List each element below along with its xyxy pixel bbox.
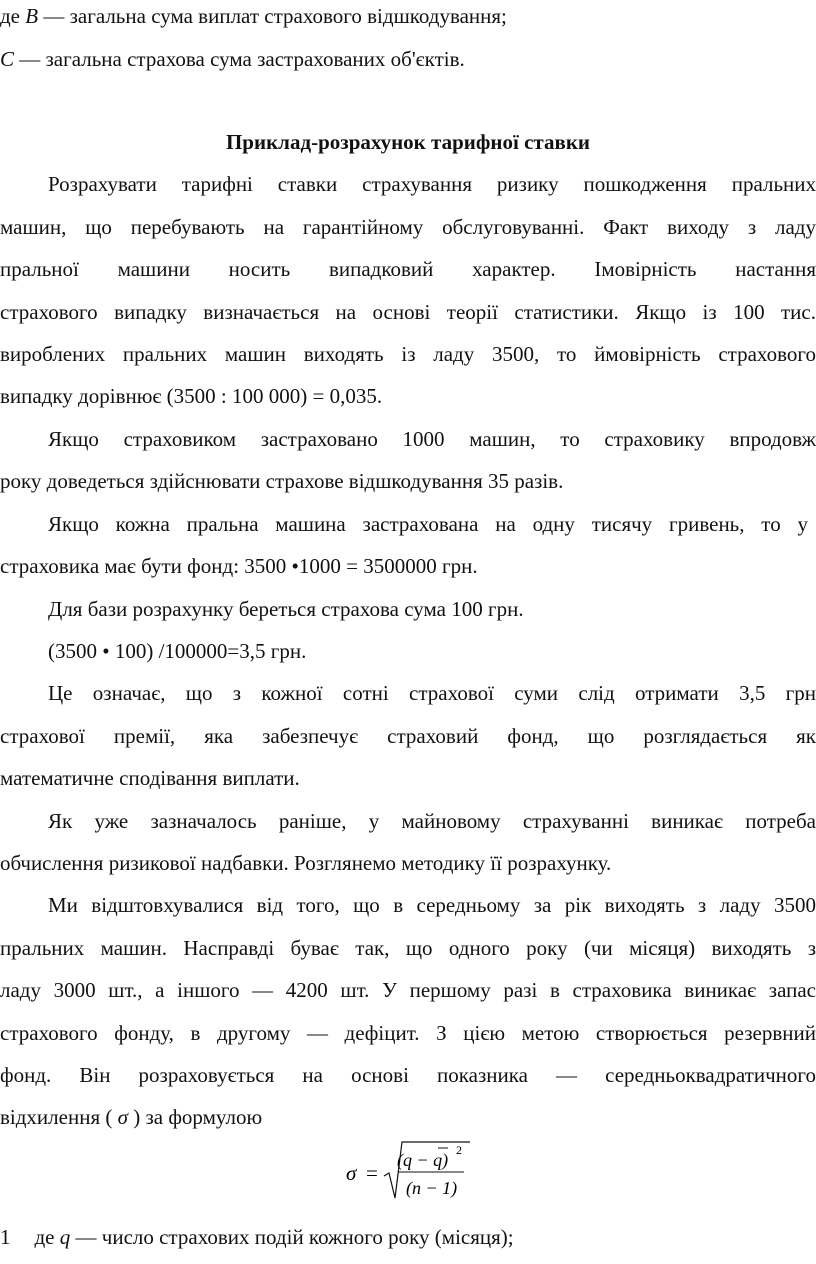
paragraph-5-calculation: (3500 • 100) /100000=3,5 грн. xyxy=(48,639,307,663)
formula-numerator: (q − q) xyxy=(397,1150,449,1170)
formula-graphic xyxy=(340,1138,480,1208)
definition-c xyxy=(0,47,465,71)
paragraph-2-line-1: Якщо страховиком застраховано 1000 машин, то страховику впродовж xyxy=(48,427,816,451)
paragraph-7-line-2: обчислення ризикової надбавки. Розглянемо методику її розрахунку. xyxy=(0,851,612,875)
paragraph-2-line-2: року доведеться здійснювати страхове відшкодування 35 разів. xyxy=(0,469,564,493)
formula-equals: = xyxy=(366,1161,378,1185)
text: ) за формулою xyxy=(127,1105,263,1129)
paragraph-1-line-4: страхового випадку визначається на основі теорії статистики. Якщо із 100 тис. xyxy=(0,300,816,324)
paragraph-1-line-5: вироблених пральних машин виходять із ладу 3500, то ймовірність страхового xyxy=(0,342,816,366)
sigma-formula xyxy=(340,1138,480,1208)
formula-lhs: σ xyxy=(346,1161,357,1185)
text: — загальна сума виплат страхового відшкодування; xyxy=(38,4,507,28)
paragraph-8-line-2: пральних машин. Насправді буває так, що одного року (чи місяця) виходять з xyxy=(0,936,816,960)
variable-c: C xyxy=(0,47,15,71)
variable-b: B xyxy=(25,4,39,28)
paragraph-1-line-2: машин, що перебувають на гарантійному обслуговуванні. Факт виходу з ладу xyxy=(0,215,816,239)
paragraph-7-line-1: Як уже зазначалось раніше, у майновому страхуванні виникає потреба xyxy=(48,809,816,833)
paragraph-1-line-3: пральної машини носить випадковий характер. Імовірність настання xyxy=(0,257,816,281)
paragraph-8-line-6 xyxy=(0,1105,262,1129)
formula-exponent: 2 xyxy=(456,1143,462,1157)
list-item-1 xyxy=(0,1225,514,1249)
paragraph-3-line-1: Якщо кожна пральна машина застрахована на одну тисячу гривень, то у xyxy=(48,512,808,536)
paragraph-8-line-5: фонд. Він розраховується на основі показника — середньоквадратичного xyxy=(0,1063,816,1087)
text: де xyxy=(34,1225,60,1249)
section-heading: Приклад-розрахунок тарифної ставки xyxy=(225,130,591,154)
paragraph-1-line-6: випадку дорівнює (3500 : 100 000) = 0,035. xyxy=(0,384,383,408)
paragraph-1-line-1: Розрахувати тарифні ставки страхування ризику пошкодження пральних xyxy=(48,172,816,196)
text: — загальна страхова сума застрахованих об'єктів. xyxy=(14,47,465,71)
paragraph-4: Для бази розрахунку береться страхова сума 100 грн. xyxy=(48,597,524,621)
text: відхилення ( xyxy=(0,1105,118,1129)
paragraph-6-line-3: математичне сподівання виплати. xyxy=(0,766,300,790)
paragraph-8-line-3: ладу 3000 шт., а іншого — 4200 шт. У першому разі в страховика виникає запас xyxy=(0,978,816,1002)
variable-q: q xyxy=(59,1225,71,1249)
paragraph-8-line-1: Ми відштовхувалися від того, що в середньому за рік виходять з ладу 3500 xyxy=(48,893,816,917)
list-number: 1 xyxy=(0,1225,11,1249)
definition-b xyxy=(0,4,507,28)
paragraph-6-line-2: страхової премії, яка забезпечує страховий фонд, що розглядається як xyxy=(0,724,816,748)
text: — число страхових подій кожного року (місяця); xyxy=(70,1225,514,1249)
formula-denominator: (n − 1) xyxy=(406,1178,458,1198)
paragraph-8-line-4: страхового фонду, в другому — дефіцит. З цією метою створюється резервний xyxy=(0,1021,816,1045)
text: де xyxy=(0,4,26,28)
paragraph-6-line-1: Це означає, що з кожної сотні страхової суми слід отримати 3,5 грн xyxy=(48,681,816,705)
sigma-symbol: σ xyxy=(117,1105,128,1129)
paragraph-3-line-2: страховика має бути фонд: 3500 •1000 = 3500000 грн. xyxy=(0,554,478,578)
